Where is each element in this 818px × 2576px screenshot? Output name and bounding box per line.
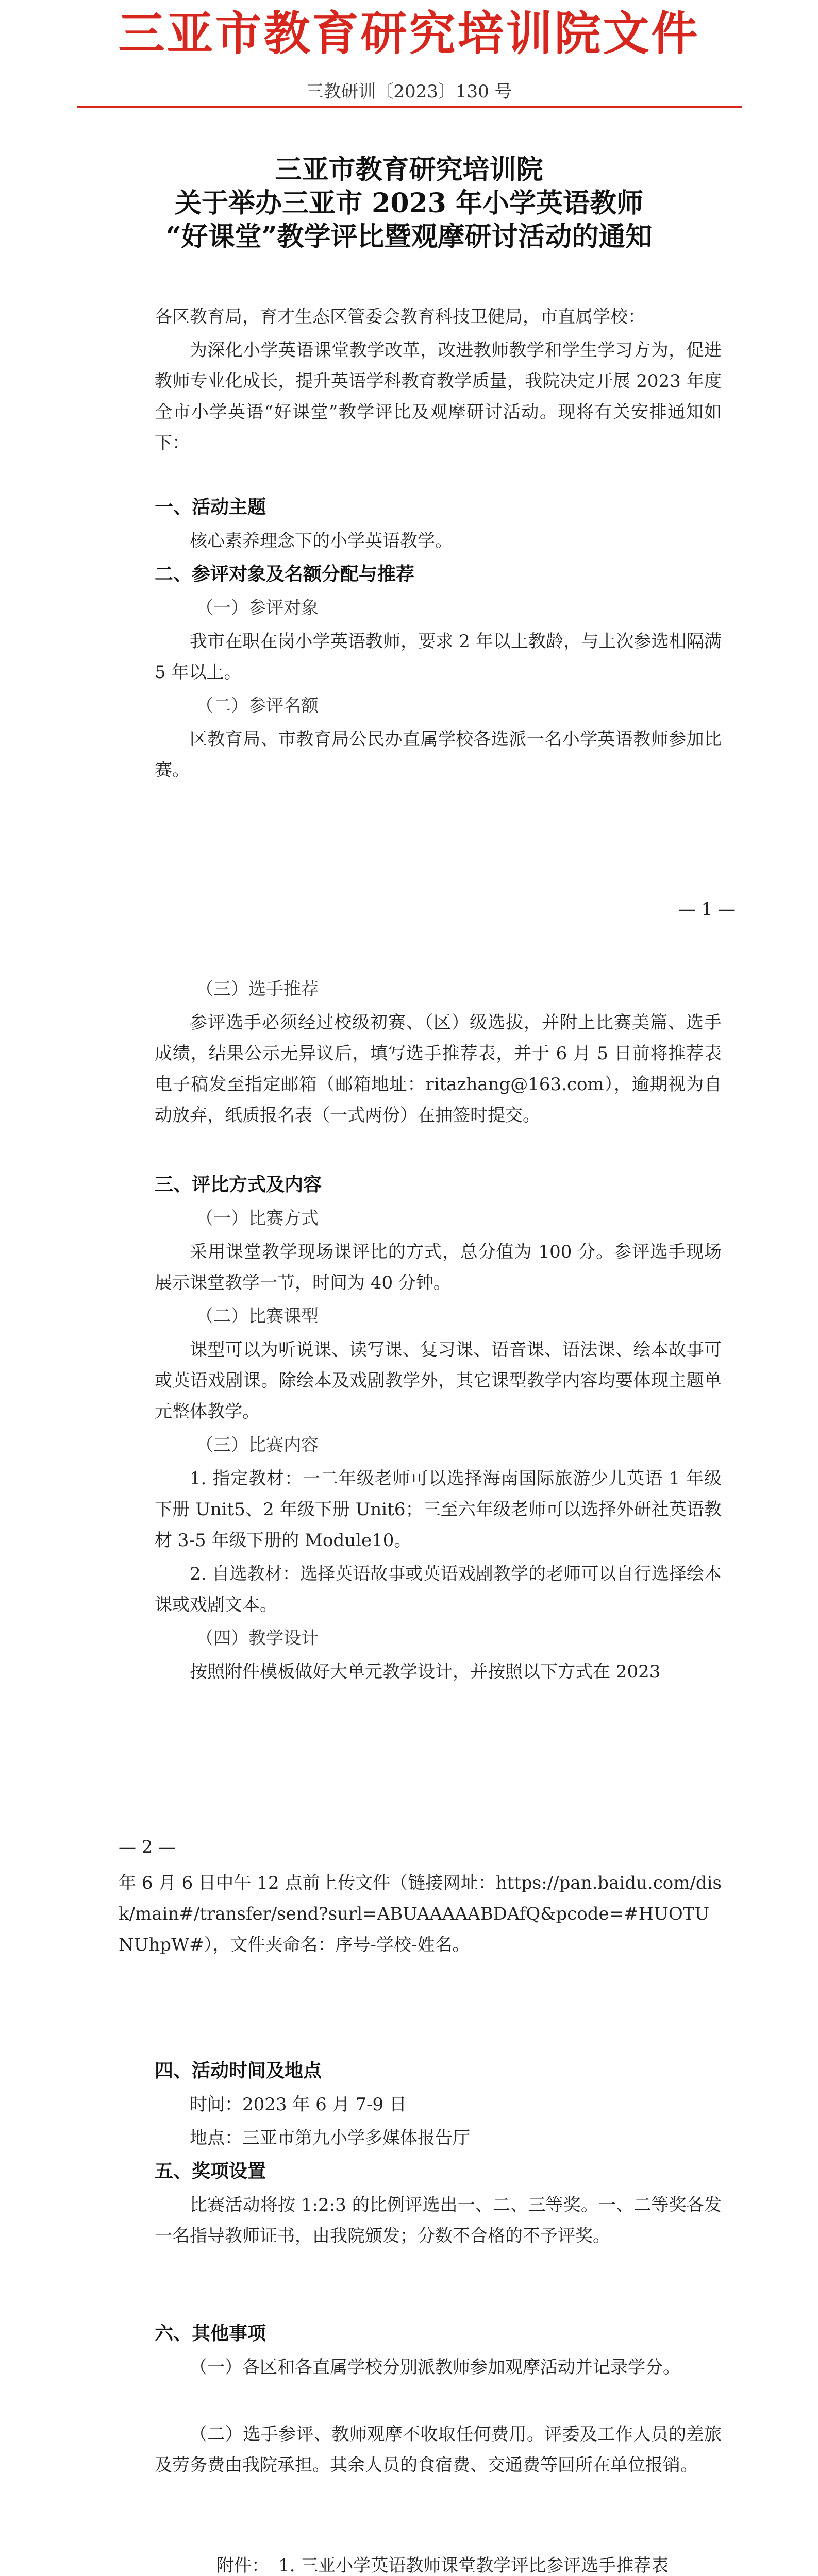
section-2-sub-1-body: 我市在职在岗小学英语教师，要求 2 年以上教龄，与上次参选相隔满 5 年以上。 <box>155 631 722 683</box>
section-2-sub-2: （二）参评名额 <box>196 696 319 716</box>
section-2-sub-3-body: 参评选手必须经过校级初赛、（区）级选拔，并附上比赛美篇、选手成绩，结果公示无异议后，填写选手推荐表，并于 6 月 5 日前将推荐表电子稿发至指定邮箱（邮箱地址：ritazhang@163.com），逾期视为自动放弃，纸质报名表（一式两份）在抽签时提交。 <box>155 1012 722 1126</box>
section-heading-2: 二、参评对象及名额分配与推荐 <box>155 564 415 585</box>
section-6-item-2: （二）选手参评、教师观摩不收取任何费用。评委及工作人员的差旅及劳务费由我院承担。其余人员的食宿费、交通费等回所在单位报销。 <box>155 2424 722 2476</box>
section-3-sub-3-body-2: 2. 自选教材：选择英语故事或英语戏剧教学的老师可以自行选择绘本课或戏剧文本。 <box>155 1564 722 1615</box>
section-heading-6: 六、其他事项 <box>155 2323 266 2344</box>
section-heading-4: 四、活动时间及地点 <box>155 2060 322 2081</box>
page-number-2: — 2 — <box>119 1837 176 1857</box>
header-red-rule <box>77 106 742 108</box>
section-3-sub-1-body: 采用课堂教学现场课评比的方式，总分值为 100 分。参评选手现场展示课堂教学一节，时间为 40 分钟。 <box>155 1242 722 1293</box>
section-1-body: 核心素养理念下的小学英语教学。 <box>190 531 453 551</box>
section-3-sub-2-body: 课型可以为听说课、读写课、复习课、语音课、语法课、绘本故事可或英语戏剧课。除绘本及戏剧教学外，其它课型教学内容均要体现主题单元整体教学。 <box>155 1340 722 1422</box>
section-3-sub-2: （二）比赛课型 <box>196 1306 319 1327</box>
section-3-sub-1: （一）比赛方式 <box>196 1208 319 1229</box>
intro-paragraph: 为深化小学英语课堂教学改革，改进教师教学和学生学习方为，促进教师专业化成长，提升英语学科教育教学质量，我院决定开展 2023 年度全市小学英语“好课堂”教学评比及观摩研讨活动。现将有关安排通知如下： <box>155 340 722 453</box>
notice-title-line2: 关于举办三亚市 2023 年小学英语教师 <box>175 188 643 219</box>
section-4-time: 时间：2023 年 6 月 7-9 日 <box>190 2094 407 2115</box>
section-6-item-1: （一）各区和各直属学校分别派教师参加观摩活动并记录学分。 <box>190 2357 680 2378</box>
section-heading-5: 五、奖项设置 <box>155 2161 266 2182</box>
section-heading-3: 三、评比方式及内容 <box>155 1174 322 1195</box>
section-2-sub-3: （三）选手推荐 <box>196 979 319 999</box>
section-heading-1: 一、活动主题 <box>155 497 266 518</box>
section-3-sub-4: （四）教学设计 <box>196 1628 319 1649</box>
salutation: 各区教育局，育才生态区管委会教育科技卫健局，市直属学校： <box>155 307 645 327</box>
page-number-1: — 1 — <box>678 899 736 920</box>
section-3-sub-3-body-1: 1. 指定教材：一二年级老师可以选择海南国际旅游少儿英语 1 年级下册 Unit5、2 年级下册 Unit6；三至六年级老师可以选择外研社英语教材 3-5 年级下册的 Module10。 <box>155 1468 722 1551</box>
section-5-body: 比赛活动将按 1:2:3 的比例评选出一、二、三等奖。一、二等奖各发一名指导教师证书，由我院颁发；分数不合格的不予评奖。 <box>155 2195 722 2246</box>
notice-title-line1: 三亚市教育研究培训院 <box>275 154 543 185</box>
document-header-title: 三亚市教育研究培训院文件 <box>118 6 700 61</box>
section-2-sub-2-body: 区教育局、市教育局公民办直属学校各选派一名小学英语教师参加比赛。 <box>155 729 722 781</box>
section-2-sub-1: （一）参评对象 <box>196 598 319 618</box>
section-3-sub-3: （三）比赛内容 <box>196 1435 319 1455</box>
notice-title-line3: “好课堂”教学评比暨观摩研讨活动的通知 <box>165 221 653 252</box>
section-3-sub-4-body-b: 年 6 月 6 日中午 12 点前上传文件（链接网址：https://pan.baidu.com/disk/main#/transfer/send?surl=ABUAAAAABDAfQ&pcode=#HUOTUNUhpW#），文件夹命名：序号-学校-姓名。 <box>119 1873 722 1955</box>
section-4-place: 地点：三亚市第九小学多媒体报告厅 <box>190 2128 470 2148</box>
document-number: 三教研训〔2023〕130 号 <box>306 81 512 102</box>
attachments-label: 附件： <box>216 2555 269 2576</box>
attachment-item-1: 1. 三亚小学英语教师课堂教学评比参评选手推荐表 <box>278 2555 669 2576</box>
section-3-sub-4-body-a: 按照附件模板做好大单元教学设计，并按照以下方式在 2023 <box>190 1662 661 1682</box>
